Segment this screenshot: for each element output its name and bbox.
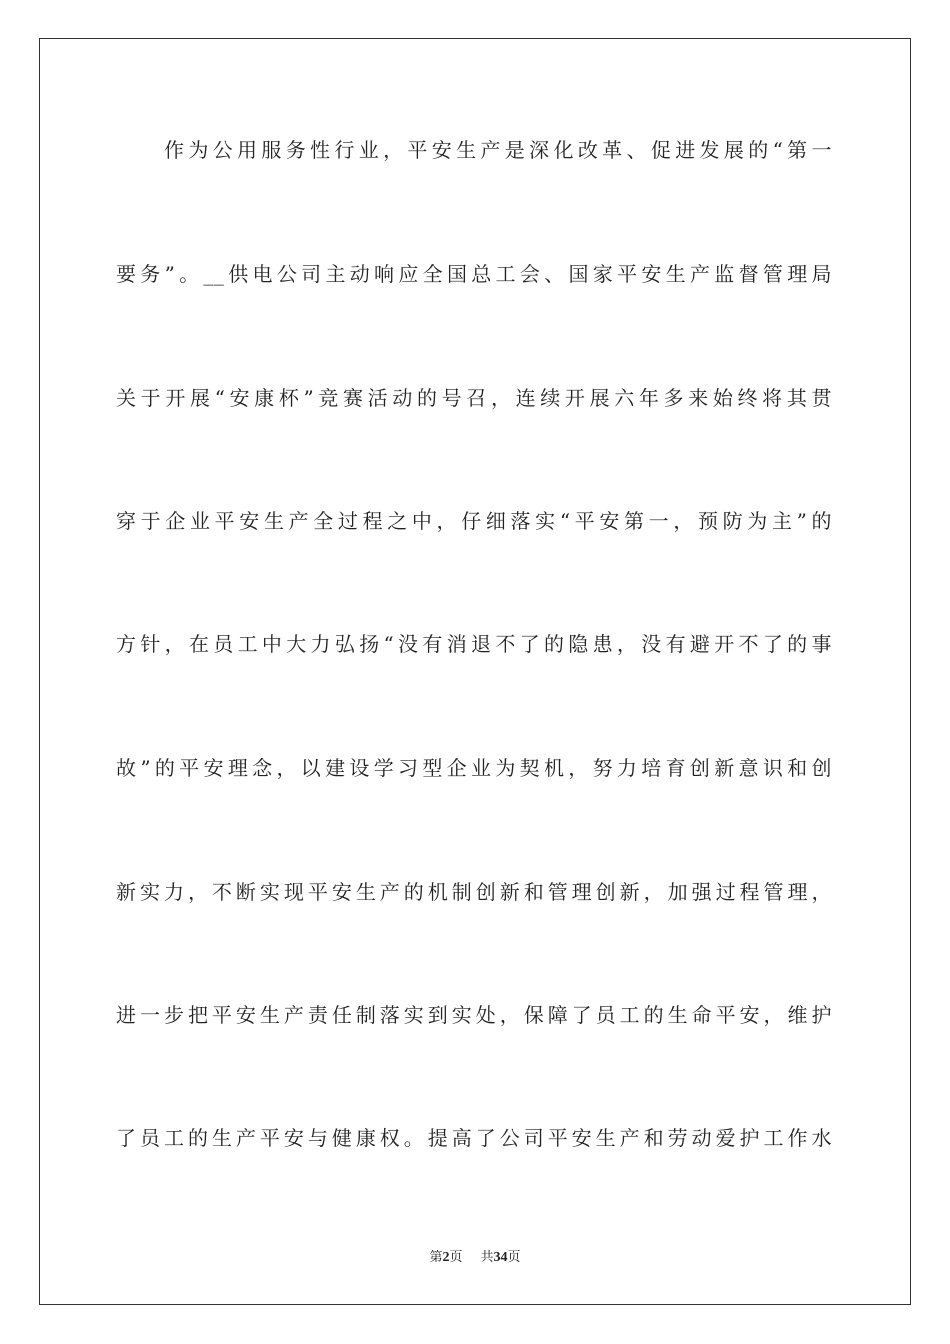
text-line-5: 方针，在员工中大力弘扬“没有消退不了的隐患，没有避开不了的事 <box>116 632 832 656</box>
text-line-3: 关于开展“安康杯”竞赛活动的号召，连续开展六年多来始终将其贯 <box>116 386 832 410</box>
footer-total-prefix: 共 <box>480 1250 494 1265</box>
text-line-4: 穿于企业平安生产全过程之中，仔细落实“平安第一，预防为主”的 <box>116 509 832 533</box>
text-line-2: 要务”。__供电公司主动响应全国总工会、国家平安生产监督管理局 <box>116 262 832 286</box>
text-line-7: 新实力，不断实现平安生产的机制创新和管理创新，加强过程管理， <box>116 880 832 904</box>
footer-page-suffix: 页 <box>449 1250 463 1265</box>
footer-total-suffix: 页 <box>507 1250 521 1265</box>
text-line-6: 故”的平安理念，以建设学习型企业为契机，努力培育创新意识和创 <box>116 756 832 780</box>
footer-page-number: 2 <box>442 1250 450 1265</box>
text-line-9: 了员工的生产平安与健康权。提高了公司平安生产和劳动爱护工作水 <box>116 1126 832 1150</box>
text-line-8: 进一步把平安生产责任制落实到实处，保障了员工的生命平安，维护 <box>116 1003 832 1027</box>
page-footer <box>0 1246 950 1266</box>
text-line-1: 作为公用服务性行业，平安生产是深化改革、促进发展的“第一 <box>164 138 832 162</box>
page-frame <box>39 38 911 1305</box>
footer-total-pages: 34 <box>493 1250 508 1265</box>
footer-page-prefix: 第 <box>429 1250 443 1265</box>
